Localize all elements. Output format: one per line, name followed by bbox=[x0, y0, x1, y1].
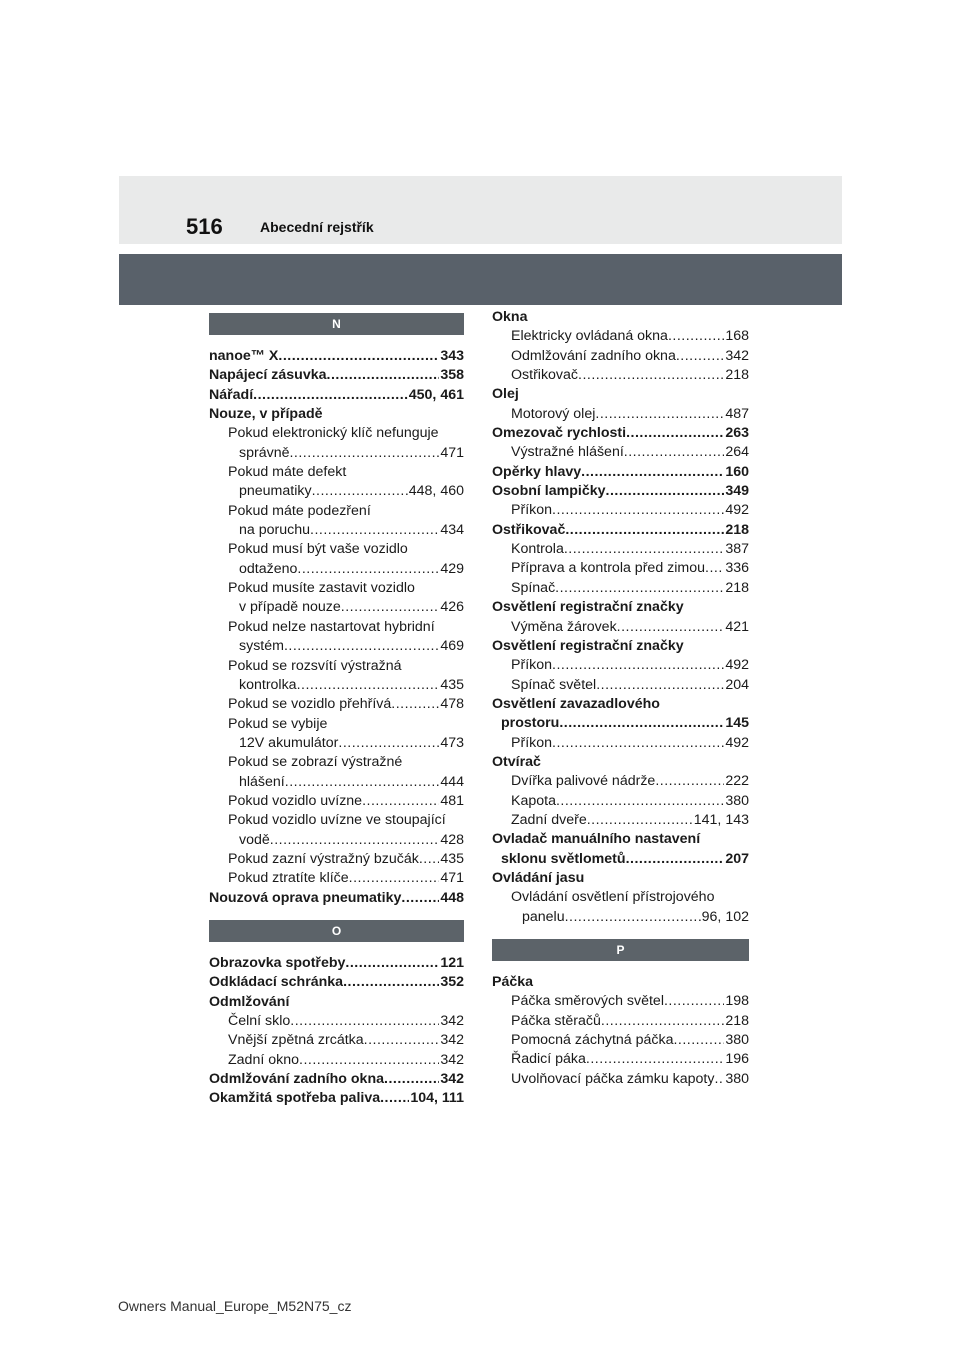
index-entry-term: Odmlžování zadního okna bbox=[209, 1071, 384, 1088]
index-entry bbox=[492, 501, 749, 520]
index-entry-page: 421 bbox=[725, 618, 749, 635]
index-entry-page: 342 bbox=[440, 1051, 464, 1068]
index-entry-term: Ostřikovač bbox=[511, 367, 579, 384]
index-entry-page: 263 bbox=[725, 425, 749, 442]
index-group-o-cont bbox=[492, 308, 749, 927]
index-entry bbox=[492, 753, 749, 772]
index-entry bbox=[209, 831, 464, 850]
dot-leader bbox=[556, 792, 724, 811]
index-entry bbox=[492, 908, 749, 927]
index-entry-page: 387 bbox=[725, 541, 749, 558]
index-entry bbox=[209, 869, 464, 888]
page-number: 516 bbox=[186, 214, 223, 239]
dot-leader bbox=[606, 482, 725, 501]
index-entry bbox=[492, 792, 749, 811]
index-entry-page: 160 bbox=[725, 463, 749, 480]
index-entry-term: Pokud zazní výstražný bzučák bbox=[228, 850, 419, 867]
index-group-o bbox=[209, 954, 464, 1109]
index-entry bbox=[209, 598, 464, 617]
index-entry-page: 469 bbox=[440, 638, 464, 655]
dot-leader bbox=[624, 443, 725, 462]
dot-leader bbox=[586, 1050, 724, 1069]
index-entry bbox=[492, 443, 749, 462]
index-entry bbox=[492, 424, 749, 443]
index-entry bbox=[492, 347, 749, 366]
index-entry-term: Odmlžování bbox=[209, 993, 290, 1010]
index-entry-term: Zadní dveře bbox=[511, 811, 587, 828]
dot-leader bbox=[338, 734, 439, 753]
index-entry-page: 96, 102 bbox=[701, 908, 749, 925]
index-group-p bbox=[492, 973, 749, 1089]
dot-leader bbox=[565, 521, 724, 540]
index-entry bbox=[492, 734, 749, 753]
index-entry-page: 342 bbox=[440, 1032, 464, 1049]
index-entry-term: odtaženo bbox=[239, 560, 298, 577]
index-entry-page: 492 bbox=[725, 657, 749, 674]
index-entry bbox=[492, 1050, 749, 1069]
index-entry-term: Pokud nelze nastartovat hybridní bbox=[228, 618, 435, 635]
index-entry-page: 435 bbox=[440, 676, 464, 693]
index-entry bbox=[492, 327, 749, 346]
index-entry bbox=[492, 850, 749, 869]
index-entry-term: Pokud se vozidlo přehřívá bbox=[228, 696, 392, 713]
section-title: Abecední rejstřík bbox=[260, 219, 374, 235]
index-entry bbox=[209, 366, 464, 385]
dot-leader bbox=[297, 560, 439, 579]
index-entry bbox=[492, 385, 749, 404]
dot-leader bbox=[552, 656, 724, 675]
index-entry-page: 426 bbox=[440, 599, 464, 616]
dot-leader bbox=[278, 347, 439, 366]
dot-leader bbox=[668, 327, 724, 346]
letter-heading-o: O bbox=[209, 920, 464, 942]
dot-leader bbox=[290, 1012, 439, 1031]
index-entry bbox=[492, 888, 749, 907]
index-entry-term: Motorový olej bbox=[511, 405, 596, 422]
letter-heading-p: P bbox=[492, 939, 749, 961]
index-entry bbox=[492, 598, 749, 617]
index-entry bbox=[209, 753, 464, 772]
index-entry-page: 435 bbox=[440, 850, 464, 867]
index-entry-term: Pokud máte podezření bbox=[228, 502, 371, 519]
index-entry-term: prostoru bbox=[501, 715, 560, 732]
index-entry-term: na poruchu bbox=[239, 522, 310, 539]
index-entry-term: Osobní lampičky bbox=[492, 483, 606, 500]
index-entry-term: Dvířka palivové nádrže bbox=[511, 773, 656, 790]
index-entry bbox=[209, 773, 464, 792]
index-entry-term: Olej bbox=[492, 386, 519, 403]
index-entry-term: vodě bbox=[239, 831, 270, 848]
index-entry-term: Pokud se rozsvítí výstražná bbox=[228, 657, 402, 674]
index-entry bbox=[492, 559, 749, 578]
index-entry-term: Kapota bbox=[511, 792, 556, 809]
index-entry bbox=[209, 444, 464, 463]
index-entry-term: Páčka směrových světel bbox=[511, 993, 664, 1010]
index-entry bbox=[209, 973, 464, 992]
dot-leader bbox=[555, 579, 724, 598]
index-entry-page: 168 bbox=[725, 328, 749, 345]
index-entry bbox=[209, 405, 464, 424]
index-entry-term: Ovladač manuálního nastavení bbox=[492, 831, 701, 848]
index-entry-term: panelu bbox=[522, 908, 565, 925]
index-entry bbox=[209, 1070, 464, 1089]
index-entry bbox=[492, 714, 749, 733]
index-entry-page: 104, 111 bbox=[410, 1090, 464, 1107]
index-entry-page: 264 bbox=[725, 444, 749, 461]
index-entry bbox=[209, 560, 464, 579]
dot-leader bbox=[310, 521, 439, 540]
dot-leader bbox=[364, 1031, 440, 1050]
index-entry-term: Spínač bbox=[511, 579, 556, 596]
index-entry bbox=[209, 1012, 464, 1031]
index-entry-page: 218 bbox=[725, 367, 749, 384]
index-entry-page: 145 bbox=[725, 715, 749, 732]
index-entry-term: pneumatiky bbox=[239, 483, 312, 500]
index-entry-term: nanoe™ X bbox=[209, 348, 279, 364]
index-entry bbox=[492, 992, 749, 1011]
index-entry bbox=[209, 618, 464, 637]
index-entry-page: 204 bbox=[725, 676, 749, 693]
dot-leader bbox=[655, 772, 724, 791]
dot-leader bbox=[714, 1070, 724, 1089]
index-entry-page: 342 bbox=[440, 1071, 464, 1088]
index-entry-page: 478 bbox=[440, 696, 464, 713]
index-entry-term: Vnější zpětná zrcátka bbox=[228, 1032, 364, 1049]
dot-leader bbox=[349, 869, 440, 888]
index-entry-term: Páčka stěračů bbox=[511, 1012, 601, 1029]
dot-leader bbox=[595, 405, 724, 424]
index-entry-term: Zadní okno bbox=[228, 1051, 299, 1068]
dot-leader bbox=[664, 992, 724, 1011]
dot-leader bbox=[617, 618, 725, 637]
index-entry-page: 141, 143 bbox=[693, 811, 749, 828]
index-entry bbox=[492, 1070, 749, 1089]
index-entry-term: Pokud vozidlo uvízne ve stoupající bbox=[228, 812, 446, 829]
index-entry-term: Okamžitá spotřeba paliva bbox=[209, 1090, 381, 1107]
index-entry-term: systém bbox=[239, 638, 284, 655]
index-entry-term: 12V akumulátor bbox=[239, 734, 339, 751]
index-entry-page: 487 bbox=[725, 405, 749, 422]
dot-leader bbox=[289, 444, 439, 463]
dot-leader bbox=[564, 540, 724, 559]
index-entry bbox=[209, 521, 464, 540]
dot-leader bbox=[705, 559, 724, 578]
index-entry-page: 349 bbox=[725, 483, 749, 500]
index-entry bbox=[492, 308, 749, 327]
index-entry bbox=[209, 657, 464, 676]
index-entry-term: Nouze, v případě bbox=[209, 406, 323, 423]
index-entry-page: 342 bbox=[440, 1013, 464, 1029]
index-entry-page: 218 bbox=[725, 521, 749, 538]
index-entry-page: 444 bbox=[440, 773, 464, 790]
dot-leader bbox=[391, 695, 439, 714]
index-entry-page: 429 bbox=[440, 560, 464, 577]
index-entry bbox=[209, 811, 464, 830]
dot-leader bbox=[343, 973, 439, 992]
index-entry-term: Elektricky ovládaná okna bbox=[511, 328, 668, 345]
dot-leader bbox=[673, 1031, 724, 1050]
dot-leader bbox=[380, 1089, 409, 1108]
index-entry bbox=[492, 830, 749, 849]
index-entry bbox=[209, 1031, 464, 1050]
index-entry bbox=[209, 502, 464, 521]
dot-leader bbox=[596, 676, 724, 695]
dot-leader bbox=[419, 850, 439, 869]
header-dark-band bbox=[119, 254, 842, 305]
dot-leader bbox=[312, 482, 408, 501]
index-entry-term: Řadicí páka bbox=[511, 1051, 586, 1068]
index-entry-term: Pokud se vybije bbox=[228, 715, 328, 732]
index-entry bbox=[492, 637, 749, 656]
dot-leader bbox=[578, 366, 724, 385]
index-entry-term: správně bbox=[239, 444, 290, 461]
index-entry bbox=[492, 482, 749, 501]
dot-leader bbox=[362, 792, 439, 811]
index-entry bbox=[209, 540, 464, 559]
index-entry bbox=[209, 1089, 464, 1108]
index-entry-term: Ovládání osvětlení přístrojového bbox=[511, 889, 715, 906]
index-entry bbox=[209, 386, 464, 405]
index-entry-page: 434 bbox=[440, 522, 464, 539]
index-entry-page: 198 bbox=[725, 993, 749, 1010]
index-entry-page: 222 bbox=[725, 773, 749, 790]
index-entry-term: Osvětlení registrační značky bbox=[492, 599, 684, 616]
index-entry-page: 352 bbox=[440, 974, 464, 991]
index-entry bbox=[209, 792, 464, 811]
index-entry-page: 481 bbox=[440, 792, 464, 809]
index-entry-page: 448 bbox=[440, 889, 464, 906]
dot-leader bbox=[297, 676, 440, 695]
index-entry bbox=[492, 1012, 749, 1031]
index-entry-term: Ovládání jasu bbox=[492, 869, 585, 886]
index-entry bbox=[492, 772, 749, 791]
index-entry bbox=[492, 695, 749, 714]
dot-leader bbox=[552, 501, 724, 520]
dot-leader bbox=[587, 811, 693, 830]
index-entry-page: 471 bbox=[440, 444, 464, 461]
index-entry-page: 492 bbox=[725, 734, 749, 751]
index-entry bbox=[209, 850, 464, 869]
index-entry bbox=[209, 482, 464, 501]
index-entry-term: sklonu světlometů bbox=[501, 850, 626, 867]
index-entry-term: Pokud elektronický klíč nefunguje bbox=[228, 425, 439, 442]
index-entry-term: Napájecí zásuvka bbox=[209, 367, 327, 384]
index-entry-term: Odmlžování zadního okna bbox=[511, 347, 676, 364]
index-entry-term: kontrolka bbox=[239, 676, 297, 693]
index-entry bbox=[492, 579, 749, 598]
index-entry-page: 218 bbox=[725, 579, 749, 596]
index-entry bbox=[492, 973, 749, 992]
index-entry-term: Čelní sklo bbox=[228, 1013, 291, 1029]
index-entry bbox=[492, 676, 749, 695]
index-entry-term: Kontrola bbox=[511, 541, 564, 558]
index-group-n bbox=[209, 347, 464, 908]
index-entry-page: 428 bbox=[440, 831, 464, 848]
index-entry-term: Příkon bbox=[511, 734, 553, 751]
index-entry-term: Osvětlení registrační značky bbox=[492, 637, 684, 654]
index-entry-term: Příkon bbox=[511, 657, 553, 674]
index-entry bbox=[209, 463, 464, 482]
index-entry bbox=[209, 734, 464, 753]
index-entry-term: Páčka bbox=[492, 974, 534, 990]
index-entry bbox=[492, 869, 749, 888]
dot-leader bbox=[299, 1051, 439, 1070]
index-entry bbox=[209, 424, 464, 443]
index-entry bbox=[492, 521, 749, 540]
index-entry-term: Otvírač bbox=[492, 753, 541, 770]
dot-leader bbox=[626, 424, 724, 443]
index-entry-term: Pokud vozidlo uvízne bbox=[228, 792, 363, 809]
index-entry bbox=[492, 405, 749, 424]
index-entry-term: Ostřikovač bbox=[492, 521, 566, 538]
dot-leader bbox=[384, 1070, 439, 1089]
index-column-right bbox=[492, 300, 749, 1089]
index-entry bbox=[209, 695, 464, 714]
index-entry-page: 196 bbox=[725, 1051, 749, 1068]
index-entry bbox=[209, 1051, 464, 1070]
index-entry bbox=[209, 993, 464, 1012]
index-entry-term: Pokud musíte zastavit vozidlo bbox=[228, 580, 415, 597]
index-entry-term: Pokud se zobrazí výstražné bbox=[228, 754, 403, 771]
index-entry-page: 473 bbox=[440, 734, 464, 751]
index-entry-page: 218 bbox=[725, 1012, 749, 1029]
index-entry-term: Spínač světel bbox=[511, 676, 597, 693]
index-entry-page: 343 bbox=[440, 348, 464, 364]
index-entry-term: Nářadí bbox=[209, 386, 254, 403]
dot-leader bbox=[552, 734, 724, 753]
footer-doc-id: Owners Manual_Europe_M52N75_cz bbox=[118, 1298, 352, 1314]
index-entry-term: Nouzová oprava pneumatiky bbox=[209, 889, 402, 906]
dot-leader bbox=[253, 386, 408, 405]
index-entry-term: Pokud máte defekt bbox=[228, 464, 347, 481]
index-entry-page: 450, 461 bbox=[408, 386, 464, 403]
index-entry-term: Uvolňovací páčka zámku kapoty bbox=[511, 1070, 715, 1087]
index-entry-page: 380 bbox=[725, 792, 749, 809]
index-entry-term: Opěrky hlavy bbox=[492, 463, 582, 480]
dot-leader bbox=[270, 831, 440, 850]
index-column-left bbox=[209, 300, 464, 1109]
index-entry-term: v případě nouze bbox=[239, 599, 341, 616]
index-entry bbox=[209, 889, 464, 908]
index-entry bbox=[492, 463, 749, 482]
index-entry bbox=[209, 954, 464, 973]
index-entry-term: Odkládací schránka bbox=[209, 974, 344, 991]
index-entry-page: 471 bbox=[440, 870, 464, 887]
index-entry-term: Osvětlení zavazadlového bbox=[492, 695, 660, 712]
dot-leader bbox=[284, 637, 439, 656]
index-entry-term: Pokud ztratíte klíče bbox=[228, 870, 349, 887]
index-entry-term: Obrazovka spotřeby bbox=[209, 954, 346, 971]
index-entry bbox=[209, 579, 464, 598]
index-entry-term: Pokud musí být vaše vozidlo bbox=[228, 541, 408, 558]
index-entry-term: Pomocná záchytná páčka bbox=[511, 1032, 674, 1049]
index-entry-term: Příprava a kontrola před zimou bbox=[511, 560, 705, 577]
index-entry-term: Okna bbox=[492, 309, 528, 325]
dot-leader bbox=[559, 714, 724, 733]
index-entry bbox=[492, 1031, 749, 1050]
index-entry bbox=[209, 637, 464, 656]
header-band bbox=[119, 176, 842, 244]
index-entry bbox=[492, 811, 749, 830]
index-entry bbox=[492, 540, 749, 559]
index-entry-page: 342 bbox=[725, 347, 749, 364]
index-entry bbox=[209, 715, 464, 734]
index-entry-page: 358 bbox=[440, 367, 464, 384]
index-entry bbox=[492, 366, 749, 385]
index-entry bbox=[209, 676, 464, 695]
index-entry-page: 380 bbox=[725, 1032, 749, 1049]
dot-leader bbox=[601, 1012, 724, 1031]
dot-leader bbox=[565, 908, 701, 927]
letter-heading-n: N bbox=[209, 313, 464, 335]
index-entry-page: 336 bbox=[725, 560, 749, 577]
dot-leader bbox=[401, 889, 439, 908]
dot-leader bbox=[626, 850, 725, 869]
index-entry-term: Omezovač rychlosti bbox=[492, 425, 627, 442]
index-entry bbox=[492, 618, 749, 637]
dot-leader bbox=[341, 598, 440, 617]
dot-leader bbox=[345, 954, 439, 973]
dot-leader bbox=[285, 773, 440, 792]
dot-leader bbox=[581, 463, 724, 482]
dot-leader bbox=[676, 347, 724, 366]
index-entry-page: 380 bbox=[725, 1070, 749, 1087]
index-entry bbox=[492, 656, 749, 675]
index-entry-term: Výstražné hlášení bbox=[511, 444, 624, 461]
index-entry bbox=[209, 347, 464, 366]
index-entry-page: 492 bbox=[725, 502, 749, 519]
index-entry-page: 121 bbox=[440, 954, 464, 971]
index-entry-page: 448, 460 bbox=[408, 483, 464, 500]
index-entry-term: hlášení bbox=[239, 773, 285, 790]
index-entry-term: Příkon bbox=[511, 502, 553, 519]
dot-leader bbox=[327, 366, 440, 385]
index-entry-term: Výměna žárovek bbox=[511, 618, 617, 635]
index-entry-page: 207 bbox=[725, 850, 749, 867]
